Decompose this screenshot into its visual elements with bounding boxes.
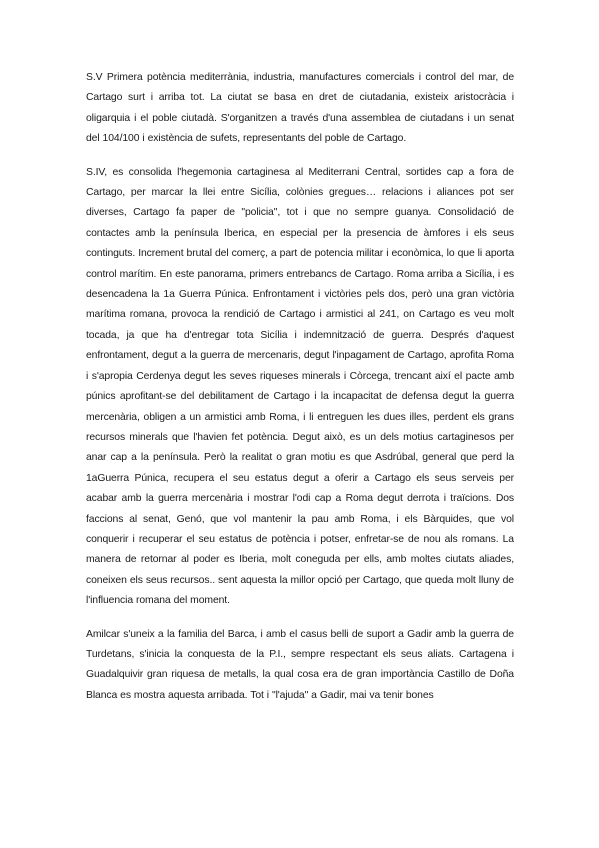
paragraph-carthage-5th-century: S.V Primera potència mediterrània, industria, manufactures comercials i control del mar, de Cartago surt i arriba tot. La ciutat se basa en dret de ciutadania, existeix aristocràcia i oligarquia i el poble ciutadà. S'organitzen a través d'una assemblea de ciutadans i un senat del 104/100 i existència de sufets, representants del poble de Cartago. bbox=[86, 72, 514, 145]
paragraph-amilcar-conquest: Amilcar s'uneix a la familia del Barca, i amb el casus belli de suport a Gadir amb la guerra de Turdetans, s'inicia la conquesta de la P.I., sempre respectant els seus aliats. Cartagena i Guadalquivir gran riquesa de metalls, la qual cosa era de gran importància Castillo de Doña Blanca es mostra aquesta arribada. Tot i "l'ajuda" a Gadir, mai va tenir bones bbox=[86, 628, 514, 701]
paragraph-carthage-4th-century: S.IV, es consolida l'hegemonia cartaginesa al Mediterrani Central, sortides cap a fora de Cartago, per marcar la llei entre Sicília, colònies gregues… relacions i aliances pot ser diverses, Cartago fa paper de "policia", tot i que no sempre guanya. Consolidació de contactes amb la península Iberica, en especial per la presencia de àmfores i els seus continguts. Increment brutal del comerç, a part de potencia militar i econòmica, lo que li aporta control marítim. En este panorama, primers entrebancs de Cartago. Roma arriba a Sicília, i es desencadena la 1a Guerra Púnica. Enfrontament i victòries pels dos, però una gran victòria marítima romana, provoca la rendició de Cartago i armistici al 241, on Cartago es veu molt tocada, ja que ha d'entregar tota Sicília i indemnització de guerra. Després d'aquest enfrontament, degut a la guerra de mercenaris, degut l'inpagament de Cartago, aprofita Roma i s'apropia Cerdenya degut les seves riqueses minerals i Còrcega, trencant així el pacte amb púnics aprofitant-se del debilitament de Cartago i la incapacitat de defensa degut la guerra mercenària, obligen a un armistici amb Roma, i li entreguen les dues illes, perdent els grans recursos minerals que l'havien fet potència. Degut això, es un dels motius cartaginesos per anar cap a la península. Però la realitat o gran motiu es que Asdrúbal, general que perd la 1aGuerra Púnica, recupera el seu estatus degut a oferir a Cartago els seus serveis per acabar amb la guerra mercenària i mostrar l'odi cap a Roma degut derrota i traïcions. Dos faccions al senat, Genó, que vol mantenir la pau amb Roma, i els Bàrquides, que vol conquerir i recuperar el seu estatus de potència i potser, enfretar-se de nou als romans. La manera de retornar al poder es Iberia, molt coneguda per ells, amb moltes ciutats aliades, coneixen els seus recursos.. sent aquesta la millor opció per Cartago, que queda molt lluny de l'influencia romana del moment. bbox=[86, 166, 514, 607]
